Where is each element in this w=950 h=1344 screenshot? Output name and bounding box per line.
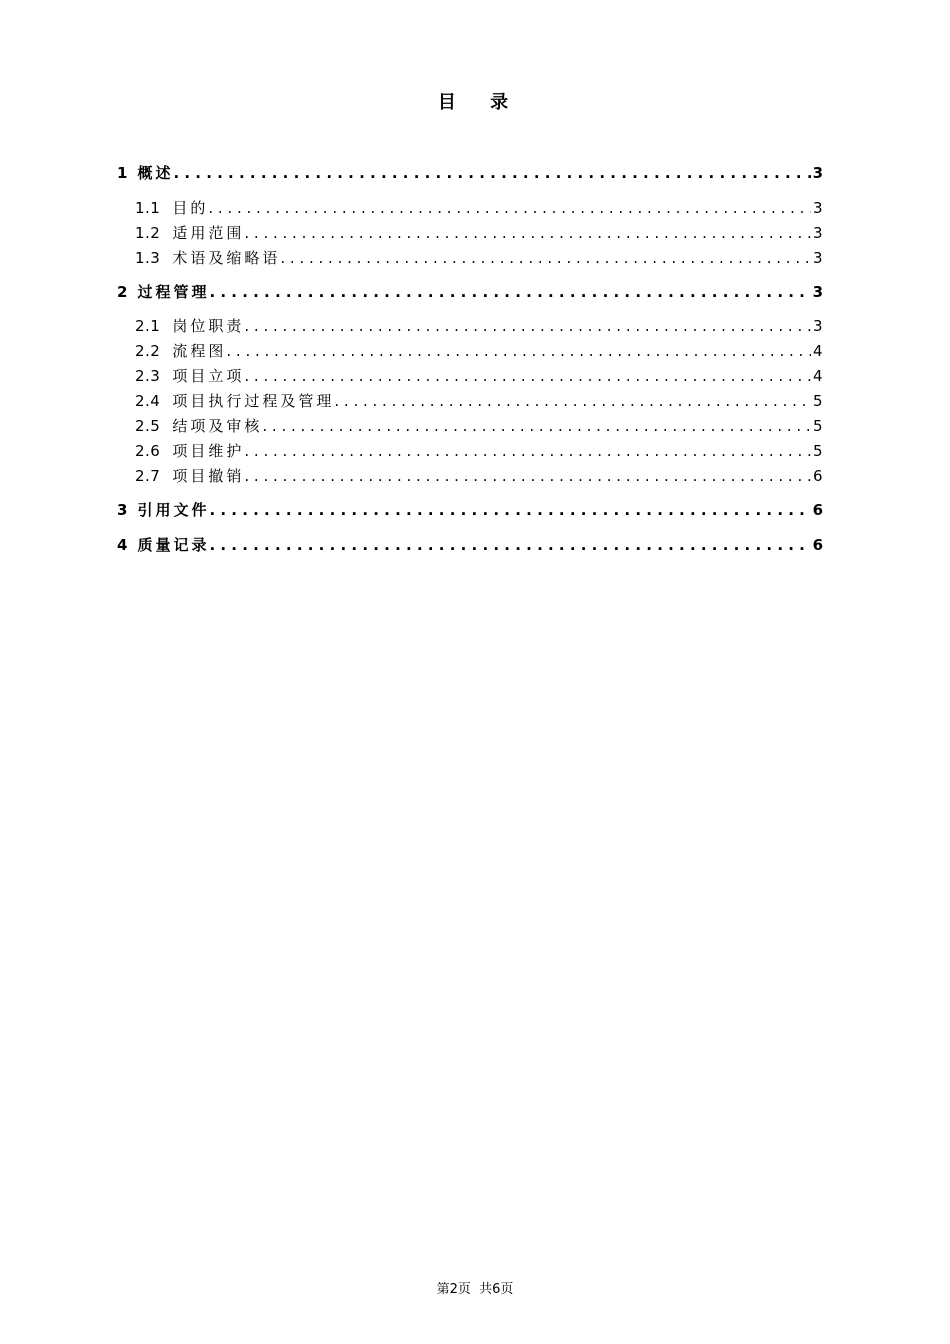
- toc-entry-page: 3: [812, 283, 823, 301]
- toc-leader-dots: [262, 417, 811, 435]
- toc-entry-page: 5: [812, 392, 823, 410]
- toc-entry-title: 适用范围: [172, 224, 245, 242]
- toc-entry-page: 5: [812, 442, 823, 460]
- toc-entry-2-7[interactable]: [117, 465, 823, 487]
- toc-leader-dots: [209, 283, 810, 301]
- toc-leader-dots: [173, 164, 810, 182]
- toc-entry-page: 3: [812, 317, 823, 335]
- toc-entry-title: 项目立项: [172, 367, 245, 385]
- toc-entry-2-1[interactable]: [117, 315, 823, 337]
- toc-entry-2-6[interactable]: [117, 440, 823, 462]
- toc-leader-dots: [226, 342, 811, 360]
- toc-entry-2-2[interactable]: [117, 340, 823, 362]
- toc-leader-dots: [244, 367, 811, 385]
- toc-entry-title: 项目执行过程及管理: [172, 392, 335, 410]
- toc-entry-page: 4: [812, 342, 823, 360]
- page-total-label: 共6页: [479, 1282, 514, 1297]
- toc-entry-page: 6: [812, 467, 823, 485]
- toc-entry-page: 6: [812, 536, 823, 554]
- toc-entry-page: 6: [812, 501, 823, 519]
- toc-entry-2-4[interactable]: [117, 390, 823, 412]
- toc-entry-number: 1.1: [135, 199, 161, 217]
- toc-entry-number: 2.5: [135, 417, 161, 435]
- toc-entry-number: 2.7: [135, 467, 161, 485]
- toc-leader-dots: [244, 467, 811, 485]
- toc-entry-title: 质量记录: [137, 536, 210, 554]
- toc-leader-dots: [209, 501, 810, 519]
- toc-entry-number: 2: [117, 283, 128, 301]
- toc-entry-number: 1: [117, 164, 128, 182]
- toc-entry-page: 3: [812, 199, 823, 217]
- toc-leader-dots: [244, 442, 811, 460]
- toc-entry-number: 3: [117, 501, 128, 519]
- toc-title: 目 录: [437, 92, 523, 113]
- toc-entry-2-5[interactable]: [117, 415, 823, 437]
- toc-entry-title: 结项及审核: [172, 417, 263, 435]
- toc-entry-1[interactable]: [117, 162, 823, 184]
- toc-entry-title: 流程图: [172, 342, 227, 360]
- toc-entry-page: 4: [812, 367, 823, 385]
- toc-entry-title: 目的: [172, 199, 209, 217]
- toc-entry-page: 3: [812, 224, 823, 242]
- toc-entry-title: 引用文件: [137, 501, 210, 519]
- toc-entry-number: 4: [117, 536, 128, 554]
- toc-entry-title: 岗位职责: [172, 317, 245, 335]
- toc-entry-title: 项目维护: [172, 442, 245, 460]
- page-footer: [0, 1278, 950, 1297]
- toc-entry-page: 3: [812, 249, 823, 267]
- toc-entry-title: 术语及缩略语: [172, 249, 281, 267]
- toc-entry-3[interactable]: [117, 499, 823, 521]
- page-number-label: 第2页: [436, 1282, 471, 1297]
- toc-leader-dots: [334, 392, 811, 410]
- toc-entry-1-2[interactable]: [117, 222, 823, 244]
- toc-entry-2[interactable]: [117, 281, 823, 303]
- toc-entry-page: 3: [812, 164, 823, 182]
- toc-entry-page: 5: [812, 417, 823, 435]
- toc-entry-2-3[interactable]: [117, 365, 823, 387]
- toc-leader-dots: [208, 199, 811, 217]
- toc-leader-dots: [280, 249, 811, 267]
- toc-entry-title: 概述: [137, 164, 174, 182]
- toc-leader-dots: [209, 536, 810, 554]
- toc-entry-number: 2.1: [135, 317, 161, 335]
- toc-entry-number: 2.3: [135, 367, 161, 385]
- toc-entry-1-1[interactable]: [117, 197, 823, 219]
- toc-entry-4[interactable]: [117, 534, 823, 556]
- toc-entry-title: 项目撤销: [172, 467, 245, 485]
- toc-entry-number: 1.3: [135, 249, 161, 267]
- toc-entry-number: 2.2: [135, 342, 161, 360]
- toc-entry-number: 1.2: [135, 224, 161, 242]
- toc-leader-dots: [244, 224, 811, 242]
- toc-entry-number: 2.4: [135, 392, 161, 410]
- toc-leader-dots: [244, 317, 811, 335]
- toc-entry-1-3[interactable]: [117, 247, 823, 269]
- toc-entry-number: 2.6: [135, 442, 161, 460]
- toc-entry-title: 过程管理: [137, 283, 210, 301]
